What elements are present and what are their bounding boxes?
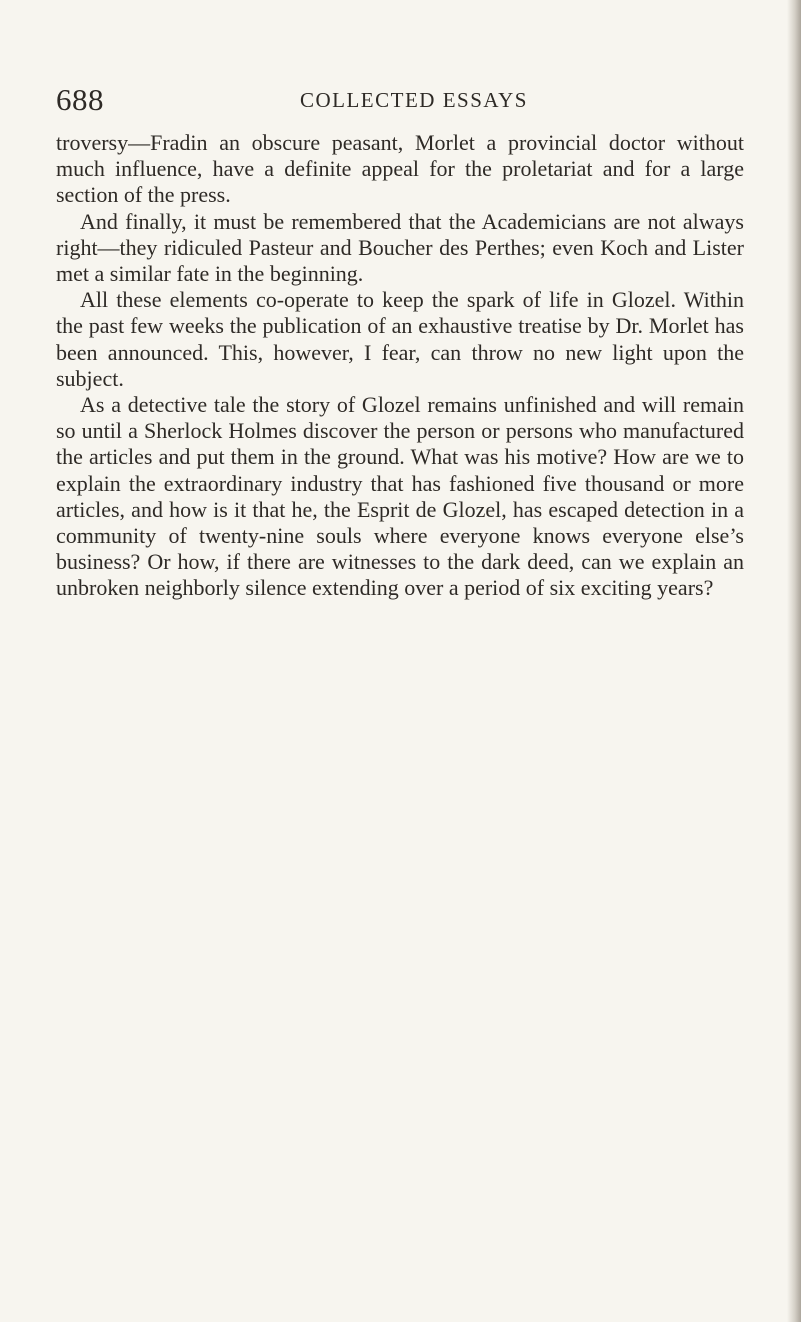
- running-head: COLLECTED ESSAYS: [299, 88, 528, 112]
- page-edge-shadow: [787, 0, 801, 1322]
- body-text: [56, 130, 744, 602]
- page-header: [56, 80, 744, 120]
- paragraph-continued: troversy—Fradin an obscure peasant, Morlet a provincial doctor without much influence, have a definite appeal for the proletariat and for a large section of the press.: [56, 130, 744, 208]
- page-number: 688: [56, 82, 104, 117]
- paragraph-academicians: And finally, it must be remembered that the Academicians are not always right—they ridiculed Pasteur and Boucher des Perthes; even Koch and Lister met a similar fate in the beginning.: [56, 208, 744, 287]
- paragraph-detective-tale: As a detective tale the story of Glozel remains unfinished and will remain so until a Sherlock Holmes discover the person or persons who manufactured the articles and put them in the ground. What was his motive? How are we to explain the extraordinary industry that has fashioned five thousand or more articles, and how is it that he, the Esprit de Glozel, has escaped detection in a community of twenty-nine souls where everyone knows everyone else’s business? Or how, if there are witnesses to the dark deed, can we explain an unbroken neighborly silence extending over a period of six exciting years?: [56, 392, 744, 601]
- paragraph-elements: All these elements co-operate to keep the spark of life in Glozel. Within the past few weeks the publication of an exhaustive treatise by Dr. Morlet has been announced. This, however, I fear, can throw no new light upon the subject.: [56, 287, 744, 391]
